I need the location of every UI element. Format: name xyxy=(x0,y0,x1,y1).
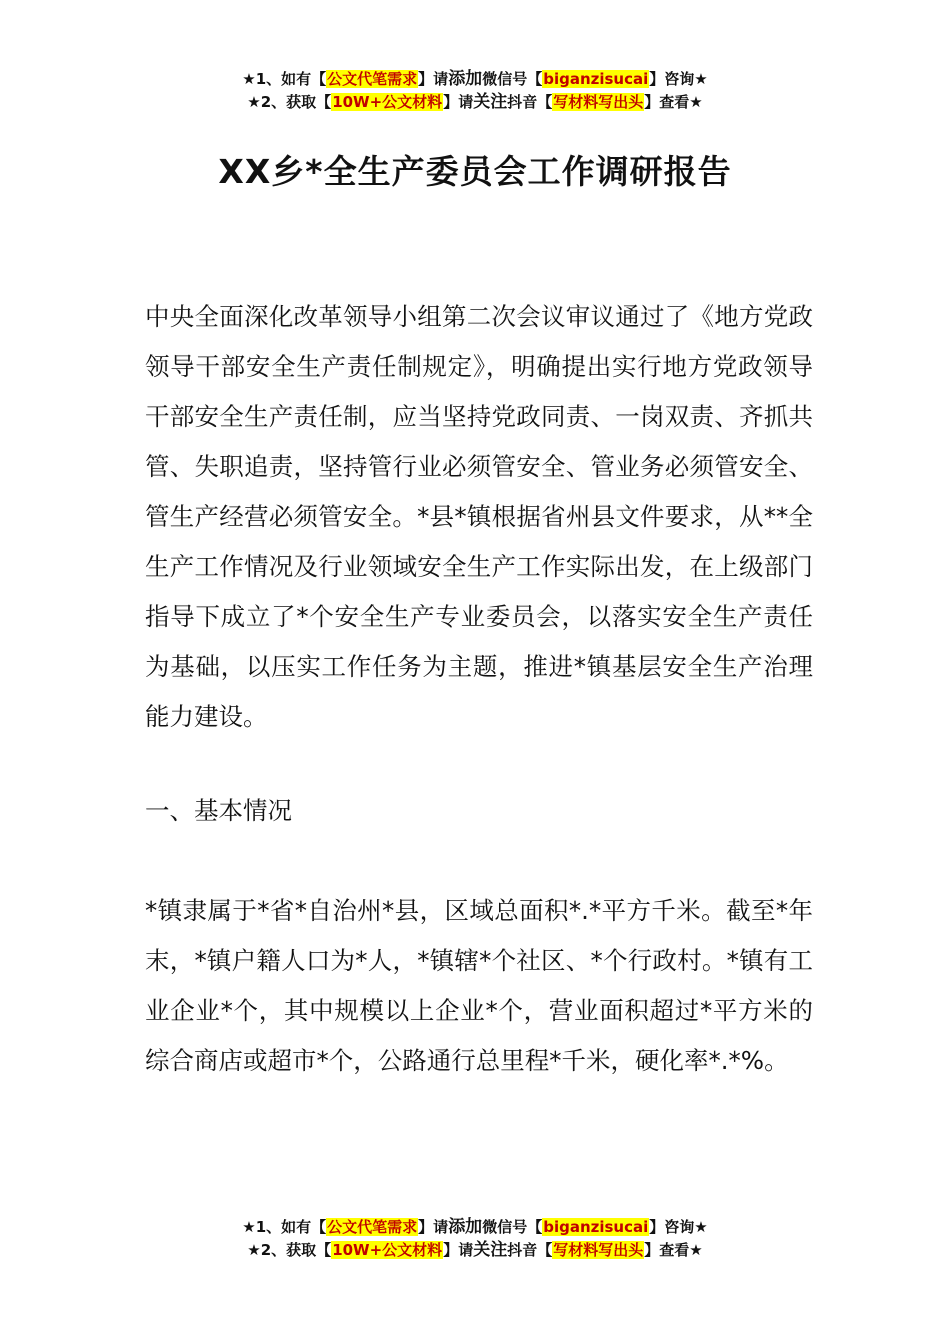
banner-highlight: 10W+公文材料 xyxy=(332,1241,443,1259)
banner-emphasis: 添加 xyxy=(448,69,483,89)
banner-highlight: 10W+公文材料 xyxy=(332,93,443,111)
banner-line-1 xyxy=(0,1216,950,1239)
banner-highlight: 写材料写出头 xyxy=(553,1241,644,1259)
banner-text: 】查看★ xyxy=(644,1241,703,1259)
banner-emphasis: 关注 xyxy=(473,92,508,112)
banner-text: 】查看★ xyxy=(644,93,703,111)
banner-text: 】请 xyxy=(418,70,449,88)
document-title: XX乡*全生产委员会工作调研报告 xyxy=(218,152,732,191)
banner-line-2 xyxy=(0,1239,950,1262)
banner-text: ★1、如有【 xyxy=(242,1218,327,1236)
section-heading-basic-situation: 一、基本情况 xyxy=(145,796,292,825)
banner-text: 微信号【 xyxy=(482,70,543,88)
banner-text: 】咨询★ xyxy=(649,70,708,88)
banner-line-2 xyxy=(0,91,950,114)
body-paragraph-basic-situation: *镇隶属于*省*自治州*县，区域总面积*.*平方千米。截至*年末，*镇户籍人口为*人，*镇辖*个社区、*个行政村。*镇有工业企业*个，其中规模以上企业*个，营业面积超过*平方米的综合商店或超市*个，公路通行总里程*千米，硬化率*.*%。 xyxy=(145,896,813,1075)
banner-highlight: biganzisucai xyxy=(543,70,649,88)
banner-highlight: 写材料写出头 xyxy=(553,93,644,111)
banner-text: 微信号【 xyxy=(482,1218,543,1236)
banner-highlight: 公文代笔需求 xyxy=(327,1218,418,1236)
banner-text: 】请 xyxy=(443,93,474,111)
banner-highlight: biganzisucai xyxy=(543,1218,649,1236)
banner-line-1 xyxy=(0,68,950,91)
footer-banner xyxy=(0,1216,950,1262)
banner-text: 】请 xyxy=(418,1218,449,1236)
header-banner xyxy=(0,68,950,114)
body-paragraph-intro: 中央全面深化改革领导小组第二次会议审议通过了《地方党政领导干部安全生产责任制规定》，明确提出实行地方党政领导干部安全生产责任制，应当坚持党政同责、一岗双责、齐抓共管、失职追责，坚持管行业必须管安全、管业务必须管安全、管生产经营必须管安全。*县*镇根据省州县文件要求，从**全生产工作情况及行业领域安全生产工作实际出发，在上级部门指导下成立了*个安全生产专业委员会，以落实安全生产责任为基础，以压实工作任务为主题，推进*镇基层安全生产治理能力建设。 xyxy=(145,302,813,731)
banner-highlight: 公文代笔需求 xyxy=(327,70,418,88)
banner-emphasis: 关注 xyxy=(473,1240,508,1260)
banner-emphasis: 添加 xyxy=(448,1217,483,1237)
banner-text: ★2、获取【 xyxy=(247,93,332,111)
banner-text: ★1、如有【 xyxy=(242,70,327,88)
banner-text: 】咨询★ xyxy=(649,1218,708,1236)
banner-text: ★2、获取【 xyxy=(247,1241,332,1259)
banner-text: 抖音【 xyxy=(507,93,553,111)
banner-text: 】请 xyxy=(443,1241,474,1259)
banner-text: 抖音【 xyxy=(507,1241,553,1259)
